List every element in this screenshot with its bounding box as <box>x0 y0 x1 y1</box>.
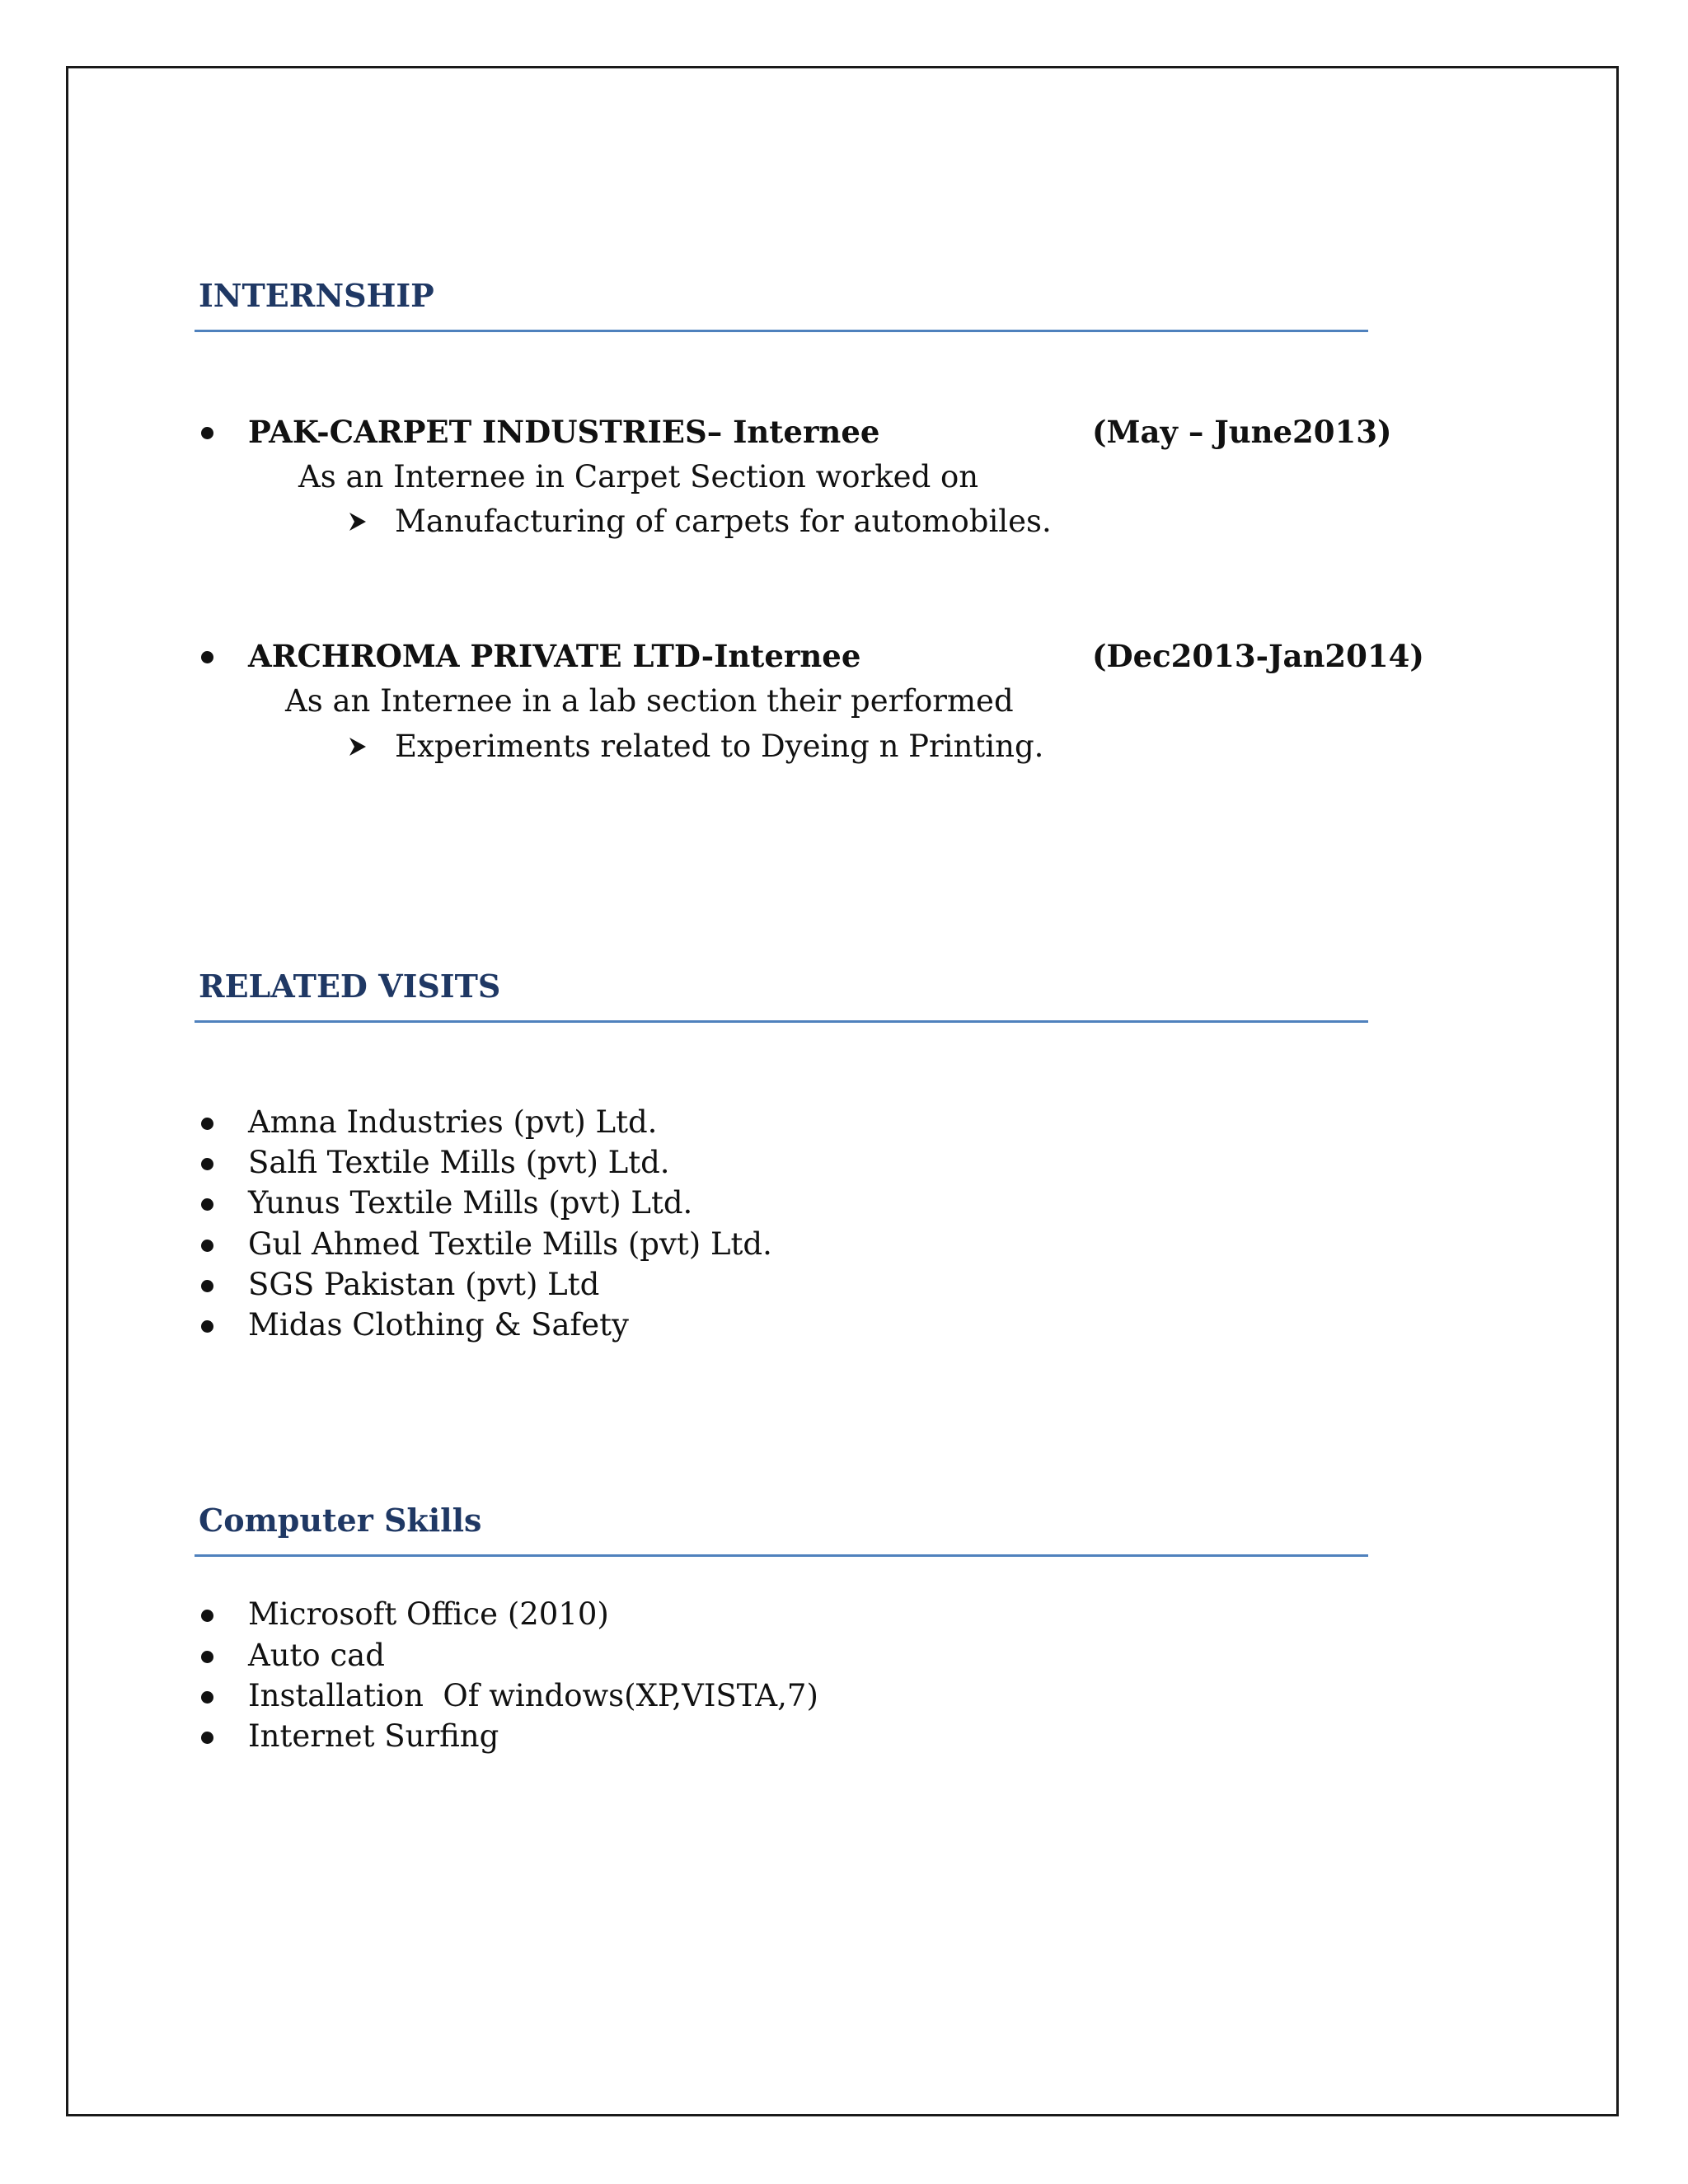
bullet-icon <box>201 1610 213 1622</box>
internship-entry-date: (Dec2013-Jan2014) <box>1092 638 1424 674</box>
list-item-text: Internet Surfing <box>248 1718 499 1754</box>
list-item-text: Salfi Textile Mills (pvt) Ltd. <box>248 1145 670 1180</box>
computer-skills-heading: Computer Skills <box>199 1502 482 1539</box>
internship-entry-date: (May – June2013) <box>1092 414 1392 450</box>
bullet-icon <box>201 1691 213 1704</box>
internship-entry-title: ARCHROMA PRIVATE LTD-Internee <box>248 638 861 674</box>
arrow-bullet-icon <box>349 737 367 757</box>
list-item-text: Installation Of windows(XP,VISTA,7) <box>248 1678 818 1713</box>
internship-heading: INTERNSHIP <box>199 277 434 314</box>
related-visits-rule <box>195 1020 1368 1023</box>
bullet-icon <box>201 1118 213 1130</box>
bullet-icon <box>201 1240 213 1252</box>
internship-entry-description: As an Internee in Carpet Section worked on <box>298 459 979 494</box>
bullet-icon <box>201 1651 213 1663</box>
internship-entry-point-text: Experiments related to Dyeing n Printing. <box>395 729 1044 764</box>
bullet-icon <box>201 1320 213 1333</box>
bullet-icon <box>201 1732 213 1744</box>
internship-entry-description: As an Internee in a lab section their performed <box>285 683 1014 719</box>
bullet-icon <box>201 1280 213 1292</box>
internship-entry-point-text: Manufacturing of carpets for automobiles. <box>395 504 1052 539</box>
page-border <box>66 66 1619 2116</box>
bullet-icon <box>201 1198 213 1211</box>
bullet-icon <box>201 427 213 439</box>
related-visits-heading: RELATED VISITS <box>199 968 501 1005</box>
computer-skills-rule <box>195 1554 1368 1557</box>
list-item-text: Midas Clothing & Safety <box>248 1307 629 1343</box>
internship-entry-title: PAK-CARPET INDUSTRIES– Internee <box>248 414 880 450</box>
bullet-icon <box>201 651 213 663</box>
list-item-text: Yunus Textile Mills (pvt) Ltd. <box>248 1185 693 1221</box>
bullet-icon <box>201 1158 213 1170</box>
list-item-text: Auto cad <box>248 1638 385 1673</box>
list-item-text: Gul Ahmed Textile Mills (pvt) Ltd. <box>248 1226 772 1262</box>
arrow-bullet-icon <box>349 512 367 532</box>
list-item-text: SGS Pakistan (pvt) Ltd <box>248 1267 600 1302</box>
list-item-text: Amna Industries (pvt) Ltd. <box>248 1104 658 1140</box>
internship-rule <box>195 330 1368 332</box>
list-item-text: Microsoft Office (2010) <box>248 1596 609 1632</box>
